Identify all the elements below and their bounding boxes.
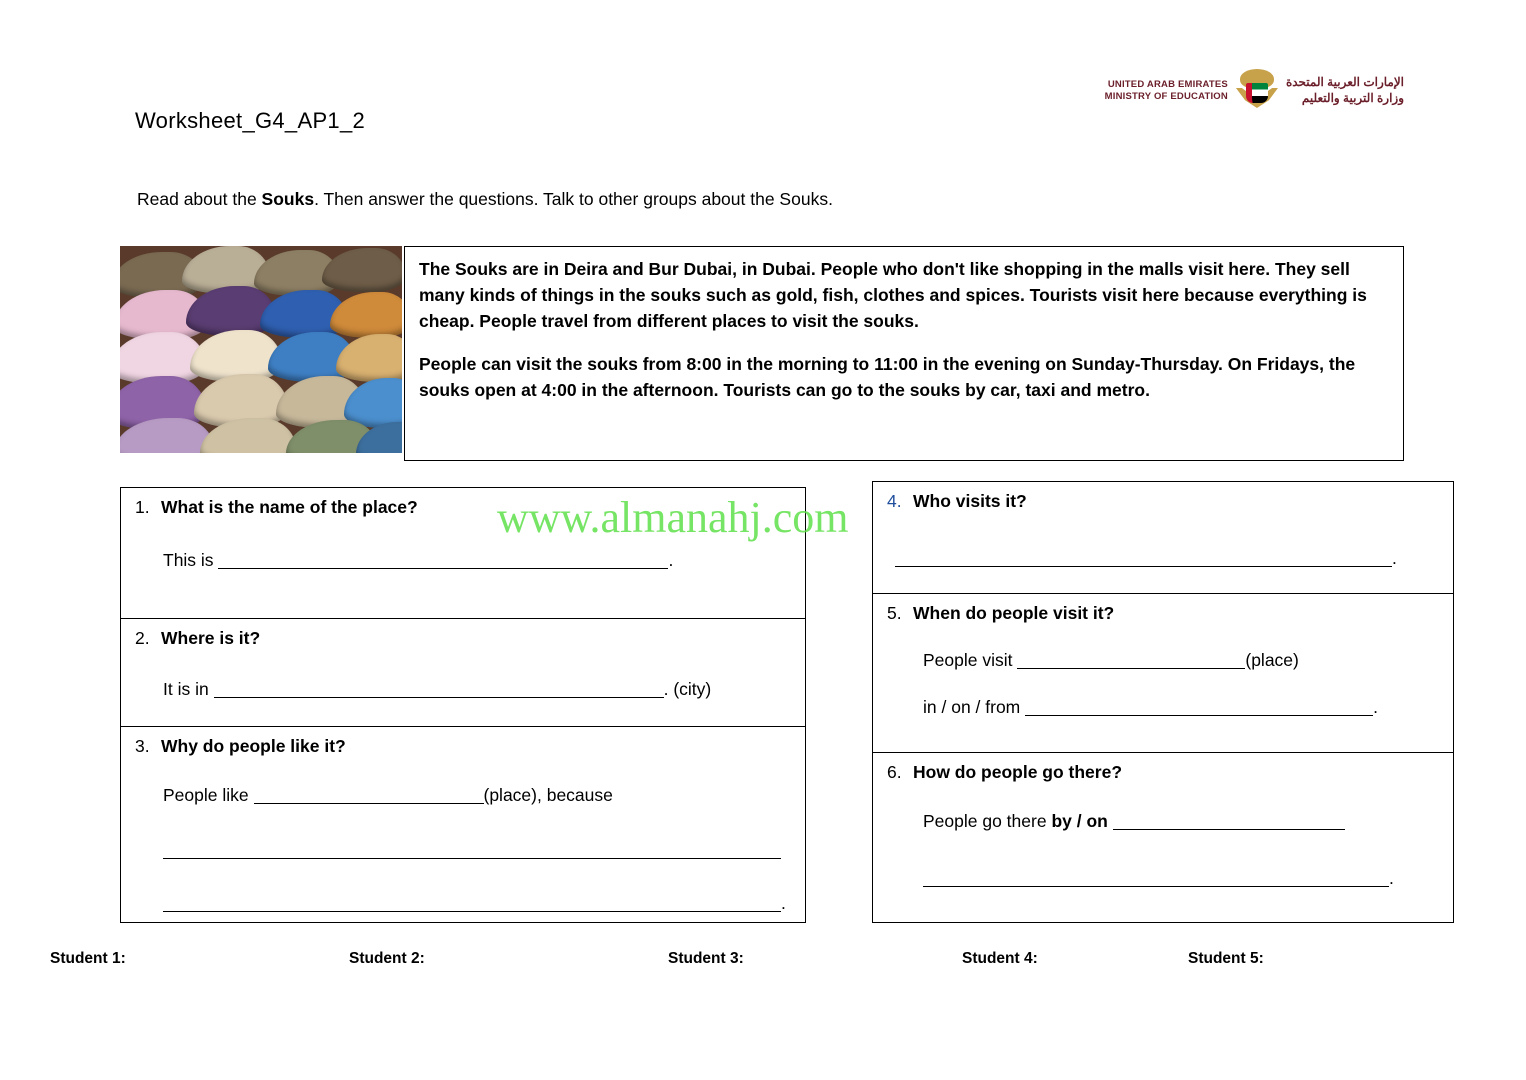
question-5-answer-mid: (place): [1245, 650, 1299, 670]
question-2-number: 2.: [135, 628, 150, 648]
question-3-number: 3.: [135, 736, 150, 756]
question-6-answer-prefix: People go there: [923, 811, 1047, 831]
passage-paragraph-2: People can visit the souks from 8:00 in the morning to 11:00 in the evening on Sunday-Thursday. On Fridays, the souks open at 4:00 in the afternoon. Tourists can go to the souks by car, taxi and metro.: [419, 353, 1356, 400]
question-1-answer-blank[interactable]: [218, 568, 668, 569]
question-6: [873, 752, 1453, 921]
question-2: [121, 618, 805, 726]
question-5-answer-line-1: [923, 650, 1439, 671]
instruction-after: . Then answer the questions. Talk to other groups about the Souks.: [314, 189, 833, 209]
question-2-answer-suffix: . (city): [663, 679, 712, 699]
question-1-text: What is the name of the place?: [161, 497, 418, 517]
ministry-name-en-line2: MINISTRY OF EDUCATION: [1104, 91, 1228, 102]
questions-right-column: [872, 481, 1454, 923]
student-label-4: Student 4:: [962, 950, 1038, 967]
question-5-answer-prefix: People visit: [923, 650, 1013, 670]
ministry-logo-text-ar: [1286, 75, 1404, 106]
question-3: [121, 726, 805, 920]
watermark-text: www.almanahj.com: [497, 493, 849, 542]
uae-emblem-icon: [1236, 68, 1278, 114]
question-5-answer-line2-prefix: in / on / from: [923, 697, 1021, 717]
question-4-answer-blank[interactable]: [895, 566, 1392, 567]
passage-paragraph-1: The Souks are in Deira and Bur Dubai, in Dubai. People who don't like shopping in the malls visit here. They sell many kinds of things in the souks such as gold, fish, clothes and spices. Tourists visit here because everything is cheap. People travel from different places to visit the souks.: [419, 259, 1367, 331]
question-4-answer-suffix: .: [1392, 548, 1397, 568]
student-footer: [0, 950, 1526, 980]
question-5-text: When do people visit it?: [913, 603, 1115, 623]
question-3-answer-mid: (place), because: [483, 785, 613, 805]
question-2-answer-blank[interactable]: [214, 697, 664, 698]
question-1-number: 1.: [135, 497, 150, 517]
question-3-answer-blank-1[interactable]: [254, 803, 484, 804]
question-6-answer-blank-1[interactable]: [1113, 829, 1345, 830]
questions-left-column: [120, 487, 806, 923]
question-3-answer-blank-2[interactable]: [163, 858, 781, 859]
question-5-answer-blank-2[interactable]: [1025, 715, 1373, 716]
question-3-answer-prefix: People like: [163, 785, 249, 805]
question-6-text: How do people go there?: [913, 762, 1123, 782]
question-3-text: Why do people like it?: [161, 736, 346, 756]
ministry-name-ar-line2: وزارة التربية والتعليم: [1301, 91, 1404, 105]
ministry-name-ar-line1: الإمارات العربية المتحدة: [1285, 75, 1404, 90]
question-1-answer-suffix: .: [668, 550, 674, 570]
question-6-answer-suffix: .: [1389, 868, 1394, 888]
question-6-answer-blank-2[interactable]: [923, 886, 1389, 887]
instruction-before: Read about the: [137, 189, 262, 209]
question-5-number: 5.: [887, 603, 902, 623]
question-2-answer-line: [163, 679, 791, 700]
question-3-answer-blank-3[interactable]: [163, 911, 781, 912]
question-3-answer-line-1: [163, 785, 791, 806]
question-3-answer-line-3: [163, 893, 791, 914]
question-3-answer-line-2: [163, 840, 791, 861]
question-5-answer-blank-1[interactable]: [1017, 668, 1245, 669]
question-5-answer-suffix: .: [1373, 697, 1379, 717]
reading-passage: [404, 246, 1404, 461]
instruction-bold-term: Souks: [261, 189, 315, 209]
question-4-number: 4.: [887, 491, 902, 511]
question-1: [121, 488, 805, 618]
student-label-5: Student 5:: [1188, 950, 1264, 967]
ministry-logo: [1105, 68, 1404, 114]
student-label-1: Student 1:: [50, 950, 126, 967]
question-3-answer-suffix: .: [781, 893, 786, 913]
question-1-answer-line: [163, 550, 791, 571]
question-6-number: 6.: [887, 762, 902, 782]
question-2-answer-prefix: It is in: [163, 679, 209, 699]
question-4-answer-line: [895, 548, 1439, 569]
ministry-logo-text: [1105, 79, 1228, 103]
question-6-answer-bold: by / on: [1051, 811, 1108, 831]
question-5-answer-line-2: [923, 697, 1439, 718]
question-4-text: Who visits it?: [913, 491, 1027, 511]
student-label-2: Student 2:: [349, 950, 425, 967]
page-title: Worksheet_G4_AP1_2: [135, 108, 366, 133]
ministry-name-en-line1: UNITED ARAB EMIRATES: [1107, 79, 1228, 91]
question-5: [873, 593, 1453, 752]
question-2-text: Where is it?: [161, 628, 261, 648]
question-6-answer-line-1: [923, 811, 1439, 832]
student-label-3: Student 3:: [668, 950, 744, 967]
instruction-line: [137, 189, 833, 210]
question-4: [873, 482, 1453, 593]
question-1-answer-prefix: This is: [163, 550, 214, 570]
question-6-answer-line-2: [923, 868, 1439, 889]
souk-slippers-photo: [120, 246, 402, 453]
